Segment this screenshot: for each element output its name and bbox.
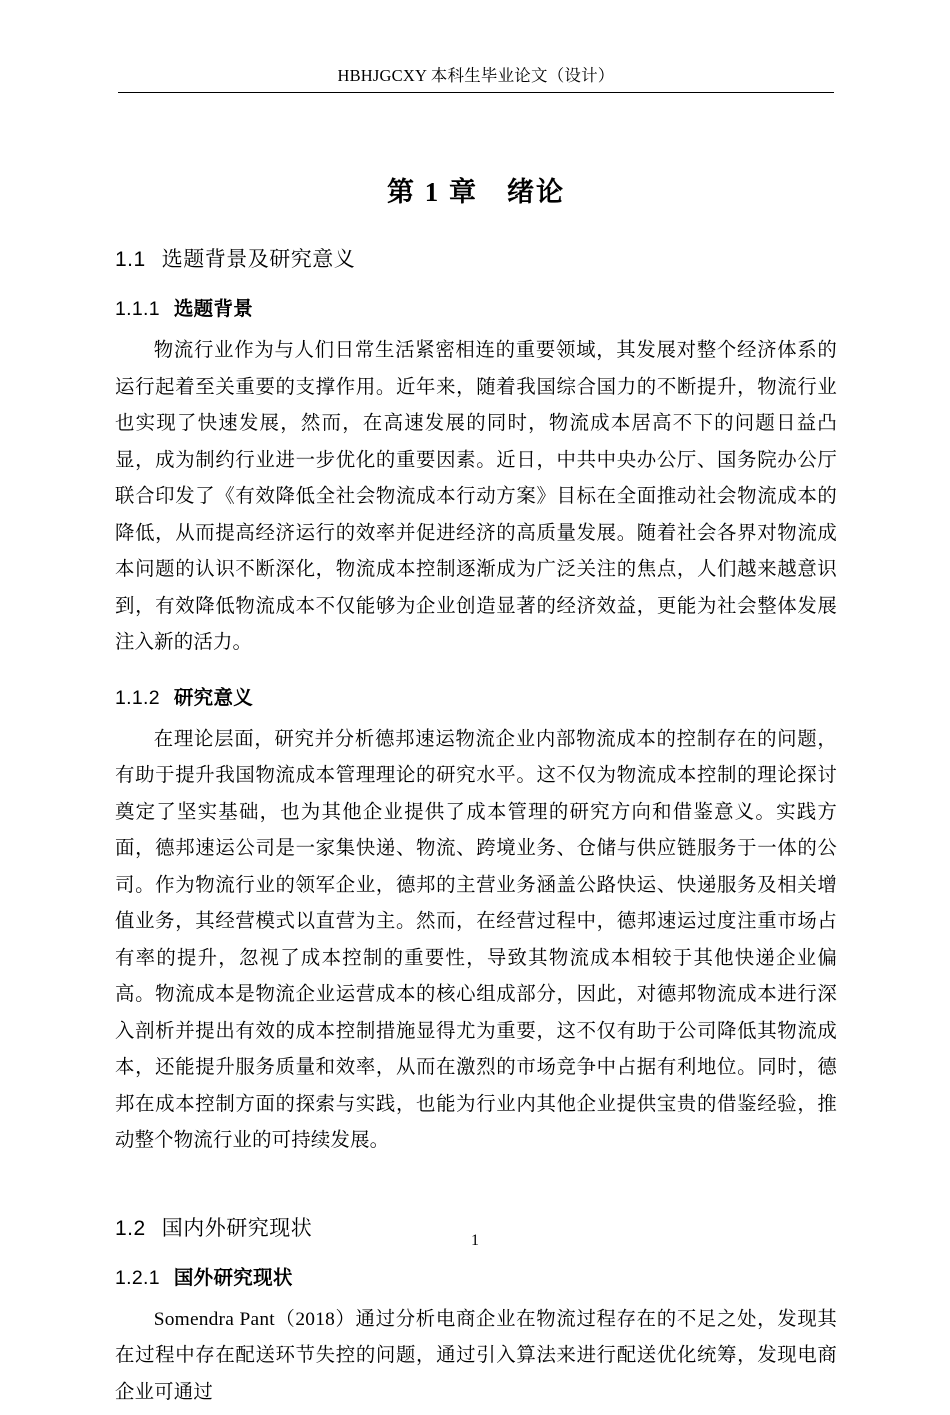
header-divider: [118, 92, 834, 93]
paragraph-foreign-research: Somendra Pant（2018）通过分析电商企业在物流过程存在的不足之处，发现其在过程中存在配送环节失控的问题，通过引入算法来进行配送优化统筹，发现电商企业可通过: [115, 1308, 837, 1403]
heading-1-1-2-label: 研究意义: [173, 686, 254, 709]
page-header: HBHJGCXY 本科生毕业论文（设计）: [337, 66, 615, 85]
heading-1-2-1: [115, 1262, 837, 1290]
page-number: 1: [471, 1232, 479, 1249]
heading-1-1-1-number: 1.1.1: [115, 298, 160, 320]
heading-1-2-number: 1.2: [115, 1216, 146, 1240]
paragraph-significance: 在理论层面，研究并分析德邦速运物流企业内部物流成本的控制存在的问题，有助于提升我国物流成本管理理论的研究水平。这不仅为物流成本控制的理论探讨奠定了坚实基础，也为其他企业提供了成本管理的研究方向和借鉴意义。实践方面，德邦速运公司是一家集快递、物流、跨境业务、仓储与供应链服务于一体的公司。作为物流行业的领军企业，德邦的主营业务涵盖公路快运、快递服务及相关增值业务，其经营模式以直营为主。然而，在经营过程中，德邦速运过度注重市场占有率的提升，忽视了成本控制的重要性，导致其物流成本相较于其他快递企业偏高。物流成本是物流企业运营成本的核心组成部分，因此，对德邦物流成本进行深入剖析并提出有效的成本控制措施显得尤为重要，这不仅有助于公司降低其物流成本，还能提升服务质量和效率，从而在激烈的市场竞争中占据有利地位。同时，德邦在成本控制方面的探索与实践，也能为行业内其他企业提供宝贵的借鉴经验，推动整个物流行业的可持续发展。: [115, 728, 837, 1151]
heading-1-1-1-label: 选题背景: [173, 298, 254, 320]
heading-1-2-1-label: 国外研究现状: [173, 1266, 293, 1289]
heading-1-2-1-number: 1.2.1: [115, 1266, 160, 1289]
heading-1-1-2: [115, 682, 837, 710]
chapter-title-text: 第 1 章 绪论: [387, 177, 565, 207]
chapter-title: [115, 170, 837, 209]
heading-1-2-label: 国内外研究现状: [161, 1216, 313, 1240]
document-content: [115, 150, 837, 1415]
heading-1-1-number: 1.1: [115, 248, 146, 271]
section-spacer: [115, 1164, 837, 1186]
heading-1-1-1: [115, 293, 837, 321]
heading-1-1-2-number: 1.1.2: [115, 686, 160, 709]
heading-1-1: [115, 243, 837, 273]
paragraph-background: 物流行业作为与人们日常生活紧密相连的重要领域，其发展对整个经济体系的运行起着至关重要的支撑作用。近年来，随着我国综合国力的不断提升，物流行业也实现了快速发展，然而，在高速发展的同时，物流成本居高不下的问题日益凸显，成为制约行业进一步优化的重要因素。近日，中共中央办公厅、国务院办公厅联合印发了《有效降低全社会物流成本行动方案》目标在全面推动社会物流成本的降低，从而提高经济运行的效率并促进经济的高质量发展。随着社会各界对物流成本问题的认识不断深化，物流成本控制逐渐成为广泛关注的焦点，人们越来越意识到，有效降低物流成本不仅能够为企业创造显著的经济效益，更能为社会整体发展注入新的活力。: [115, 340, 837, 653]
heading-1-1-label: 选题背景及研究意义: [161, 248, 356, 271]
